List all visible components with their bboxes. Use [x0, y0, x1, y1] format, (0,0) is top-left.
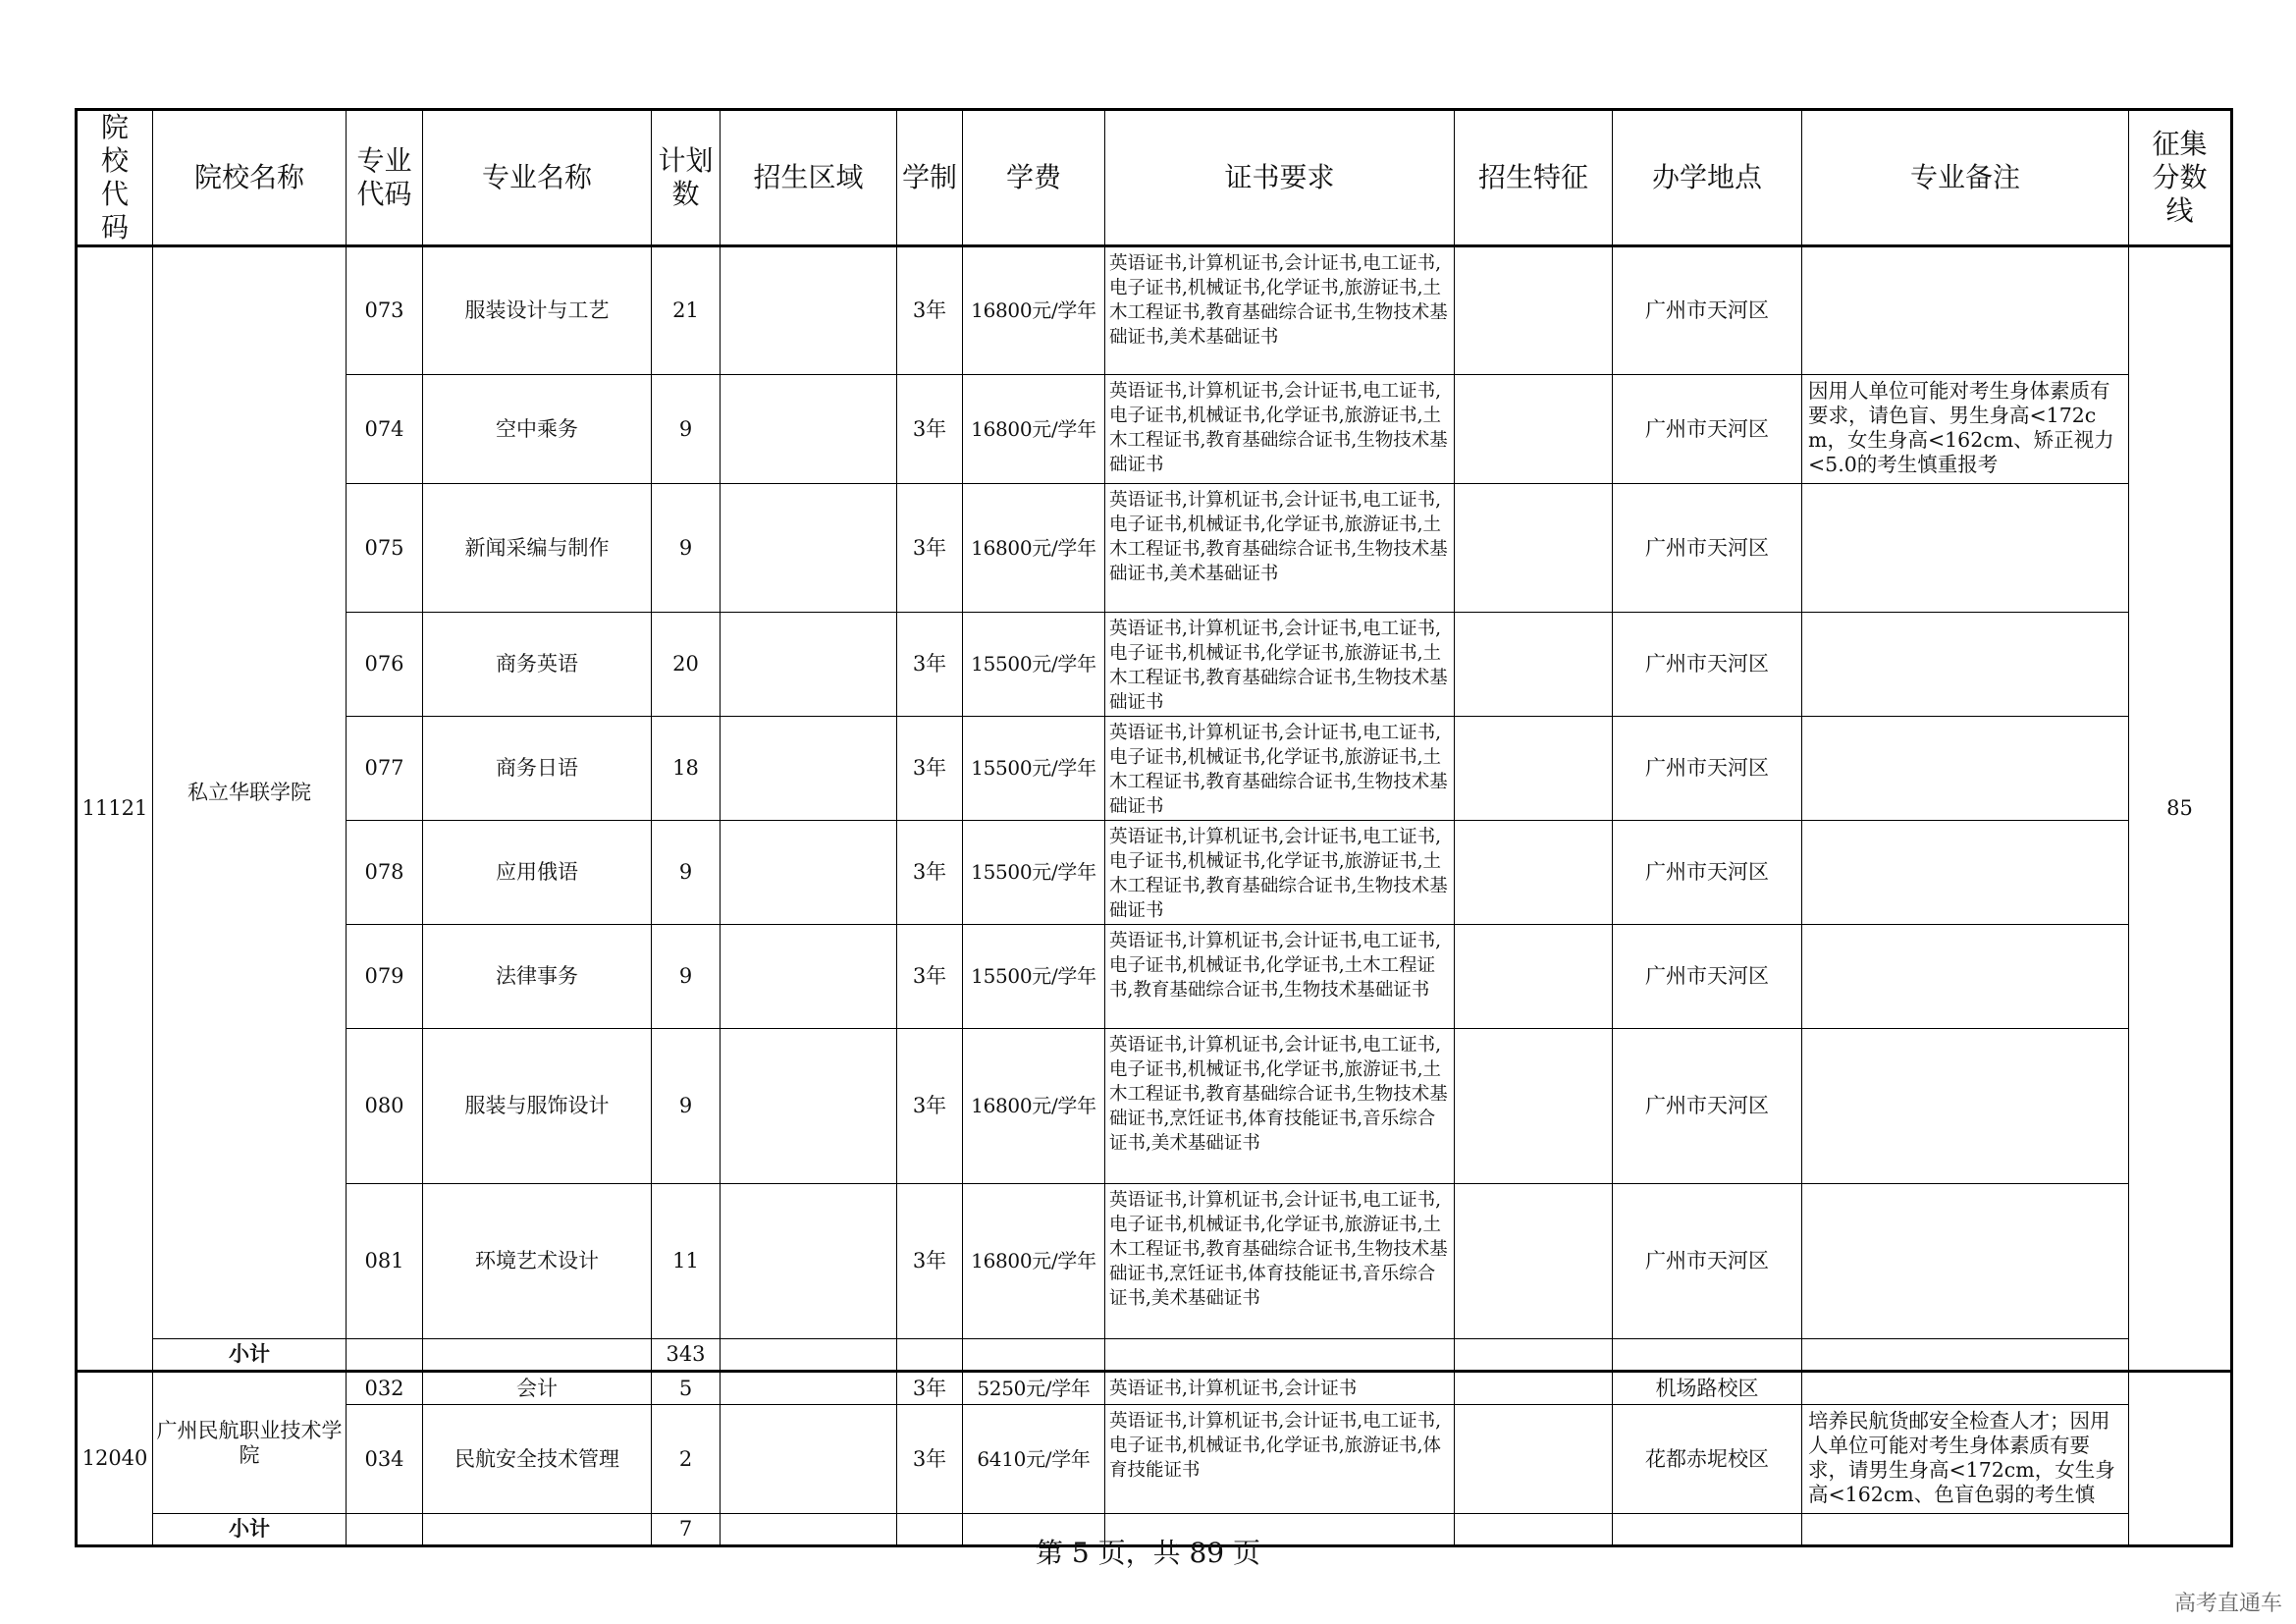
- region: [721, 1405, 897, 1514]
- region: [721, 613, 897, 717]
- location: 花都赤坭校区: [1613, 1405, 1802, 1514]
- cert-requirements: 英语证书,计算机证书,会计证书,电工证书,电子证书,机械证书,化学证书,旅游证书,土木工程证书,教育基础综合证书,生物技术基础证书: [1105, 717, 1455, 821]
- header-note: 专业备注: [1802, 110, 2129, 246]
- major-name: 民航安全技术管理: [423, 1405, 652, 1514]
- major-code: 074: [347, 375, 423, 484]
- region: [721, 1184, 897, 1339]
- header-school-code: 院校代码: [77, 110, 153, 246]
- region: [721, 246, 897, 375]
- major-name: 应用俄语: [423, 821, 652, 925]
- major-note: 培养民航货邮安全检查人才；因用人单位可能对考生身体素质有要求，请男生身高<172cm，女生身高<162cm、色盲色弱的考生慎: [1802, 1405, 2129, 1514]
- region: [721, 375, 897, 484]
- subtotal-count: 7: [652, 1514, 721, 1546]
- plan-count: 9: [652, 1029, 721, 1184]
- fee: 16800元/学年: [963, 1184, 1105, 1339]
- fee: 15500元/学年: [963, 821, 1105, 925]
- location: 广州市天河区: [1613, 925, 1802, 1029]
- watermark-text: 高考直通车: [2173, 1592, 2282, 1616]
- location: 广州市天河区: [1613, 717, 1802, 821]
- cert-requirements: 英语证书,计算机证书,会计证书,电工证书,电子证书,机械证书,化学证书,旅游证书,土木工程证书,教育基础综合证书,生物技术基础证书,烹饪证书,体育技能证书,音乐综合证书,美术基础证书: [1105, 1029, 1455, 1184]
- major-note: [1802, 246, 2129, 375]
- location: 广州市天河区: [1613, 821, 1802, 925]
- major-note: [1802, 484, 2129, 613]
- fee: 16800元/学年: [963, 246, 1105, 375]
- feature: [1455, 1405, 1613, 1514]
- cert-requirements: 英语证书,计算机证书,会计证书,电工证书,电子证书,机械证书,化学证书,旅游证书,土木工程证书,教育基础综合证书,生物技术基础证书,美术基础证书: [1105, 484, 1455, 613]
- major-name: 会计: [423, 1372, 652, 1405]
- header-row: [77, 110, 2232, 246]
- cert-requirements: 英语证书,计算机证书,会计证书: [1105, 1372, 1455, 1405]
- fee: 15500元/学年: [963, 613, 1105, 717]
- region: [721, 1029, 897, 1184]
- cert-requirements: 英语证书,计算机证书,会计证书,电工证书,电子证书,机械证书,化学证书,旅游证书,土木工程证书,教育基础综合证书,生物技术基础证书,美术基础证书: [1105, 246, 1455, 375]
- plan-count: 2: [652, 1405, 721, 1514]
- major-name: 商务英语: [423, 613, 652, 717]
- plan-count: 9: [652, 821, 721, 925]
- school-name: 私立华联学院: [153, 246, 347, 1339]
- cert-requirements: 英语证书,计算机证书,会计证书,电工证书,电子证书,机械证书,化学证书,旅游证书,土木工程证书,教育基础综合证书,生物技术基础证书: [1105, 613, 1455, 717]
- major-name: 空中乘务: [423, 375, 652, 484]
- feature: [1455, 1372, 1613, 1405]
- plan-count: 11: [652, 1184, 721, 1339]
- major-name: 新闻采编与制作: [423, 484, 652, 613]
- empty-cell: [1105, 1339, 1455, 1372]
- region: [721, 925, 897, 1029]
- location: 广州市天河区: [1613, 246, 1802, 375]
- header-location: 办学地点: [1613, 110, 1802, 246]
- subtotal-count: 343: [652, 1339, 721, 1372]
- cert-requirements: 英语证书,计算机证书,会计证书,电工证书,电子证书,机械证书,化学证书,旅游证书,土木工程证书,教育基础综合证书,生物技术基础证书,烹饪证书,体育技能证书,音乐综合证书,美术基础证书: [1105, 1184, 1455, 1339]
- major-note: [1802, 613, 2129, 717]
- header-feature: 招生特征: [1455, 110, 1613, 246]
- region: [721, 1372, 897, 1405]
- fee: 16800元/学年: [963, 1029, 1105, 1184]
- location: 广州市天河区: [1613, 1184, 1802, 1339]
- table-row: [77, 1405, 2232, 1514]
- table-row: [77, 246, 2232, 375]
- duration: 3年: [897, 1029, 963, 1184]
- empty-cell: [347, 1339, 423, 1372]
- table-row: [77, 1029, 2232, 1184]
- header-duration: 学制: [897, 110, 963, 246]
- subtotal-row: [77, 1339, 2232, 1372]
- major-code: 076: [347, 613, 423, 717]
- feature: [1455, 1184, 1613, 1339]
- table-row: [77, 717, 2232, 821]
- major-code: 080: [347, 1029, 423, 1184]
- region: [721, 484, 897, 613]
- fee: 5250元/学年: [963, 1372, 1105, 1405]
- header-major-name: 专业名称: [423, 110, 652, 246]
- school-code: 12040: [77, 1372, 153, 1546]
- region: [721, 821, 897, 925]
- feature: [1455, 717, 1613, 821]
- table-row: [77, 613, 2232, 717]
- fee: 15500元/学年: [963, 925, 1105, 1029]
- header-major-code: 专业代码: [347, 110, 423, 246]
- major-note: 因用人单位可能对考生身体素质有要求，请色盲、男生身高<172cm，女生身高<162cm、矫正视力<5.0的考生慎重报考: [1802, 375, 2129, 484]
- major-name: 环境艺术设计: [423, 1184, 652, 1339]
- plan-count: 21: [652, 246, 721, 375]
- fee: 6410元/学年: [963, 1405, 1105, 1514]
- subtotal-label: 小计: [153, 1514, 347, 1546]
- header-fee: 学费: [963, 110, 1105, 246]
- major-code: 081: [347, 1184, 423, 1339]
- location: 广州市天河区: [1613, 375, 1802, 484]
- duration: 3年: [897, 717, 963, 821]
- duration: 3年: [897, 484, 963, 613]
- major-code: 034: [347, 1405, 423, 1514]
- major-name: 服装与服饰设计: [423, 1029, 652, 1184]
- cert-requirements: 英语证书,计算机证书,会计证书,电工证书,电子证书,机械证书,化学证书,土木工程证书,教育基础综合证书,生物技术基础证书: [1105, 925, 1455, 1029]
- location: 广州市天河区: [1613, 613, 1802, 717]
- plan-count: 9: [652, 925, 721, 1029]
- empty-cell: [721, 1339, 897, 1372]
- empty-cell: [1455, 1339, 1613, 1372]
- major-note: [1802, 1029, 2129, 1184]
- table-row: [77, 375, 2232, 484]
- plan-count: 9: [652, 484, 721, 613]
- subtotal-label: 小计: [153, 1339, 347, 1372]
- major-note: [1802, 717, 2129, 821]
- major-code: 073: [347, 246, 423, 375]
- location: 广州市天河区: [1613, 1029, 1802, 1184]
- header-plan: 计划数: [652, 110, 721, 246]
- duration: 3年: [897, 613, 963, 717]
- duration: 3年: [897, 1184, 963, 1339]
- score-line: [2129, 1372, 2232, 1546]
- cert-requirements: 英语证书,计算机证书,会计证书,电工证书,电子证书,机械证书,化学证书,旅游证书,土木工程证书,教育基础综合证书,生物技术基础证书: [1105, 375, 1455, 484]
- empty-cell: [963, 1339, 1105, 1372]
- admissions-table: [75, 108, 2233, 1547]
- major-name: 法律事务: [423, 925, 652, 1029]
- table-row: [77, 484, 2232, 613]
- location: 机场路校区: [1613, 1372, 1802, 1405]
- duration: 3年: [897, 1372, 963, 1405]
- cert-requirements: 英语证书,计算机证书,会计证书,电工证书,电子证书,机械证书,化学证书,旅游证书,体育技能证书: [1105, 1405, 1455, 1514]
- duration: 3年: [897, 375, 963, 484]
- plan-count: 5: [652, 1372, 721, 1405]
- duration: 3年: [897, 1405, 963, 1514]
- duration: 3年: [897, 246, 963, 375]
- region: [721, 717, 897, 821]
- empty-cell: [423, 1339, 652, 1372]
- table-row: [77, 1372, 2232, 1405]
- table-row: [77, 925, 2232, 1029]
- major-note: [1802, 821, 2129, 925]
- fee: 16800元/学年: [963, 375, 1105, 484]
- duration: 3年: [897, 925, 963, 1029]
- feature: [1455, 821, 1613, 925]
- major-note: [1802, 1184, 2129, 1339]
- score-line: 85: [2129, 246, 2232, 1372]
- plan-count: 20: [652, 613, 721, 717]
- major-code: 032: [347, 1372, 423, 1405]
- plan-count: 9: [652, 375, 721, 484]
- fee: 16800元/学年: [963, 484, 1105, 613]
- header-cert: 证书要求: [1105, 110, 1455, 246]
- location: 广州市天河区: [1613, 484, 1802, 613]
- feature: [1455, 1029, 1613, 1184]
- empty-cell: [1802, 1339, 2129, 1372]
- feature: [1455, 484, 1613, 613]
- major-code: 077: [347, 717, 423, 821]
- feature: [1455, 246, 1613, 375]
- empty-cell: [897, 1339, 963, 1372]
- duration: 3年: [897, 821, 963, 925]
- empty-cell: [1613, 1339, 1802, 1372]
- school-name: 广州民航职业技术学院: [153, 1372, 347, 1514]
- major-note: [1802, 1372, 2129, 1405]
- major-name: 服装设计与工艺: [423, 246, 652, 375]
- school-code: 11121: [77, 246, 153, 1372]
- major-code: 075: [347, 484, 423, 613]
- feature: [1455, 613, 1613, 717]
- major-code: 079: [347, 925, 423, 1029]
- feature: [1455, 925, 1613, 1029]
- table-row: [77, 1184, 2232, 1339]
- header-region: 招生区域: [721, 110, 897, 246]
- page-number: 第 5 页，共 89 页: [1035, 1537, 1261, 1569]
- major-note: [1802, 925, 2129, 1029]
- header-school-name: 院校名称: [153, 110, 347, 246]
- table-row: [77, 821, 2232, 925]
- header-score-line: 征集分数线: [2129, 110, 2232, 246]
- plan-count: 18: [652, 717, 721, 821]
- feature: [1455, 375, 1613, 484]
- fee: 15500元/学年: [963, 717, 1105, 821]
- major-code: 078: [347, 821, 423, 925]
- major-name: 商务日语: [423, 717, 652, 821]
- cert-requirements: 英语证书,计算机证书,会计证书,电工证书,电子证书,机械证书,化学证书,旅游证书,土木工程证书,教育基础综合证书,生物技术基础证书: [1105, 821, 1455, 925]
